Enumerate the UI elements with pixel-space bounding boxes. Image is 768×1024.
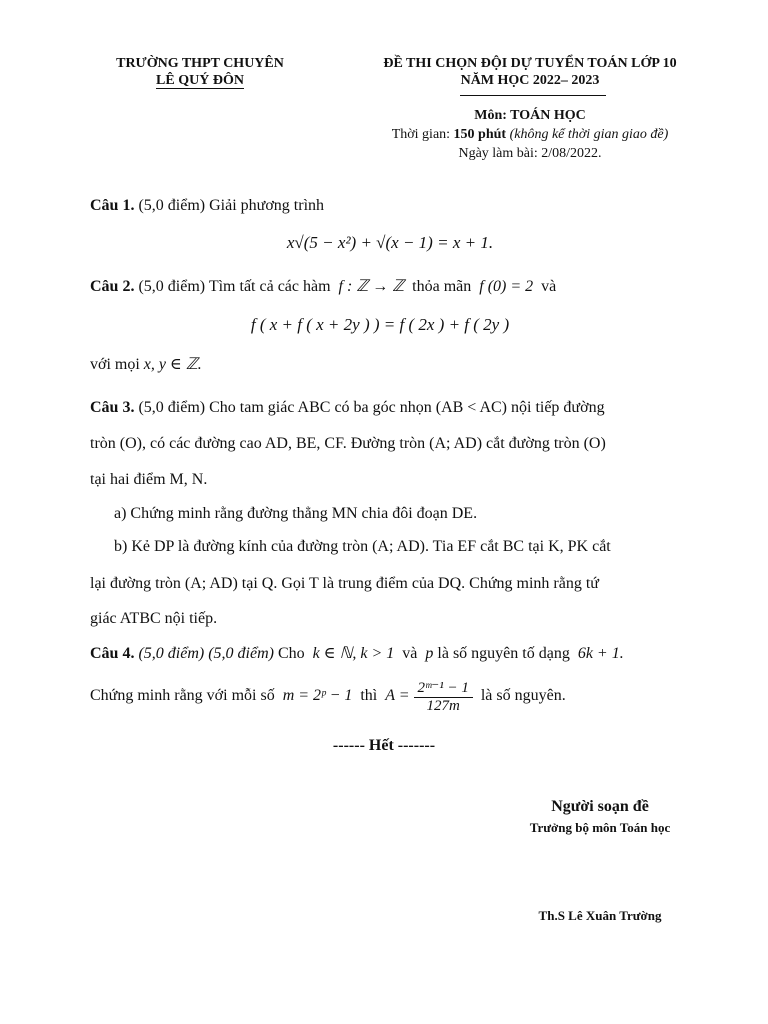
q2-forall (90, 354, 202, 374)
q2-label: Câu 2. (90, 278, 135, 295)
q4-line1-a: Cho (277, 645, 305, 662)
q1-label: Câu 1. (90, 197, 135, 214)
q4-line2-b: thì (360, 687, 378, 705)
q4-line2-a: Chứng minh rằng với mỗi số (90, 687, 275, 705)
q3-part-b-line2: lại đường tròn (A; AD) tại Q. Gọi T là trung điểm của DQ. Chứng minh rằng tứ (90, 575, 599, 592)
q2-text-b: thỏa mãn (412, 278, 472, 295)
q4-fraction-denominator: 127m (426, 698, 460, 714)
signature-role: Trưởng bộ môn Toán học (529, 820, 671, 835)
school-name-line2: LÊ QUÝ ĐÔN (156, 73, 244, 88)
q4-line1-math3: 6k + 1. (577, 645, 624, 662)
q4-line2 (90, 678, 566, 715)
exam-title-line1: ĐỀ THI CHỌN ĐỘI DỰ TUYỂN TOÁN LỚP 10 (383, 56, 677, 71)
time-label: Thời gian: (391, 127, 451, 142)
q1-equation: x√(5 − x²) + √(x − 1) = x + 1. (286, 233, 494, 252)
q3-part-b-line3: giác ATBC nội tiếp. (90, 610, 218, 627)
q3-points: (5,0 điểm) (138, 399, 206, 416)
q4-line1-b: và (402, 645, 418, 662)
signature-title: Người soạn đề (551, 798, 649, 815)
time-value: 150 phút (453, 127, 507, 142)
time-line (360, 127, 700, 143)
q3-label: Câu 3. (90, 399, 135, 416)
q2-text-c: và (541, 278, 557, 295)
q4-points: (5,0 điểm) (5,0 điểm) (138, 645, 274, 662)
q2-func: f : ℤ → ℤ (338, 278, 405, 295)
q4-line1-math1: k ∈ ℕ, k > 1 (312, 645, 395, 662)
q4-fraction (414, 678, 473, 715)
q1-text: Giải phương trình (209, 197, 325, 214)
q4-label: Câu 4. (90, 645, 135, 662)
q3-part-b-line1: b) Kẻ DP là đường kính của đường tròn (A; AD). Tia EF cắt BC tại K, PK cắt (114, 538, 611, 555)
q1-points: (5,0 điểm) (138, 197, 206, 214)
exam-title-line2: NĂM HỌC 2022– 2023 (460, 73, 600, 88)
end-marker: ------ Hết ------- (332, 737, 436, 754)
header-divider (460, 95, 606, 96)
exam-date: Ngày làm bài: 2/08/2022. (458, 146, 602, 161)
q2-forall-text: với mọi (90, 356, 140, 373)
question-1 (90, 197, 324, 215)
question-3 (90, 399, 605, 417)
q4-fraction-numerator: 2ᵐ⁻¹ − 1 (414, 678, 473, 698)
q3-line2: tròn (O), có các đường cao AD, BE, CF. Đường tròn (A; AD) cắt đường tròn (O) (90, 435, 606, 452)
q4-line2-math: m = 2ᵖ − 1 (282, 687, 353, 705)
school-name-line1: TRƯỜNG THPT CHUYÊN (116, 56, 284, 71)
question-2 (90, 276, 556, 296)
q4-line2-A: A = (385, 687, 410, 705)
time-note: (không kể thời gian giao đề) (509, 127, 669, 142)
q2-cond: f (0) = 2 (479, 278, 534, 295)
q2-points: (5,0 điểm) (138, 278, 206, 295)
q3-line3: tại hai điểm M, N. (90, 471, 208, 488)
q2-text-a: Tìm tất cả các hàm (208, 278, 331, 295)
q3-line1: Cho tam giác ABC có ba góc nhọn (AB < AC) nội tiếp đường (209, 399, 605, 416)
question-4 (90, 643, 624, 663)
q2-equation: f ( x + f ( x + 2y ) ) = f ( 2x ) + f ( 2y ) (250, 315, 510, 334)
q4-line1-c: là số nguyên tố dạng (437, 645, 570, 662)
q3-part-a: a) Chứng minh rằng đường thẳng MN chia đôi đoạn DE. (114, 505, 478, 522)
q4-line2-c: là số nguyên. (480, 687, 566, 705)
subject-line: Môn: TOÁN HỌC (474, 108, 586, 123)
q4-line1-math2: p (425, 645, 434, 662)
q2-forall-math: x, y ∈ ℤ. (143, 356, 202, 373)
signature-name: Th.S Lê Xuân Trường (538, 908, 662, 923)
